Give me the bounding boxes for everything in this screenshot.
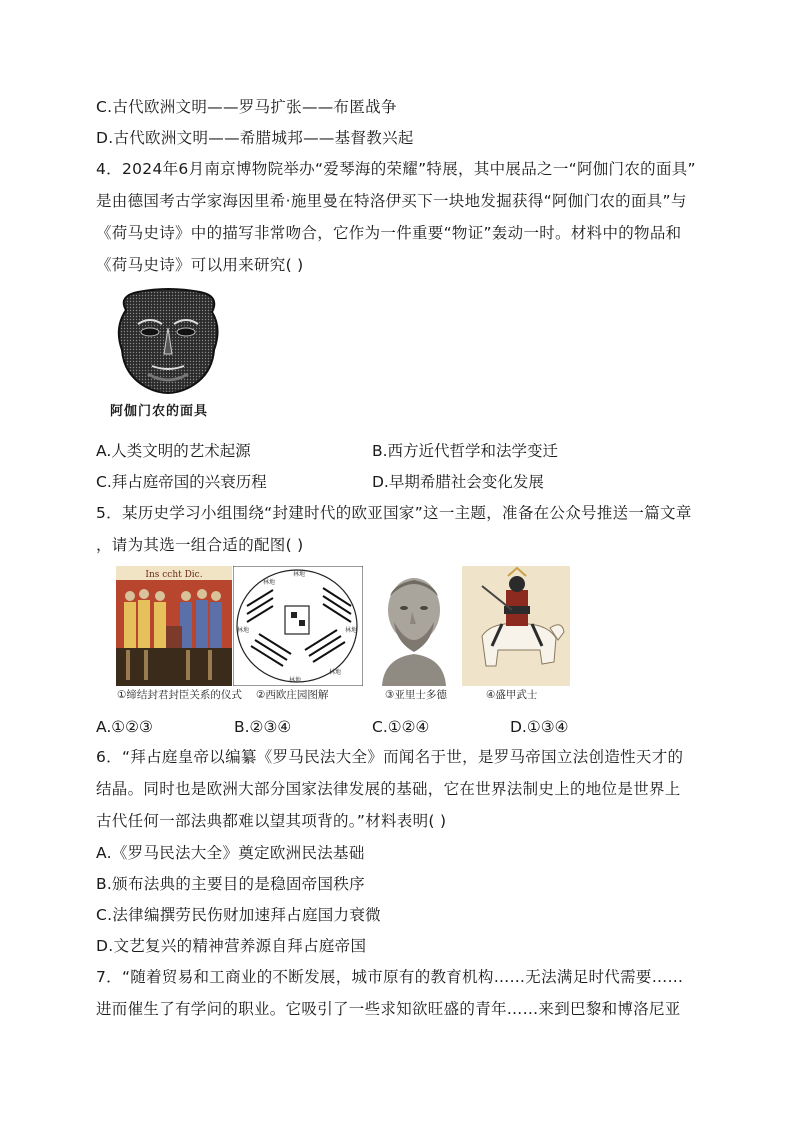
- q4-stem-line-1: 4．2024年6月南京博物院举办“爱琴海的荣耀”特展，其中展品之一“阿伽门农的面具”: [96, 160, 696, 178]
- plan-label: 林地: [293, 571, 306, 578]
- q5-option-d: D.①③④: [510, 718, 569, 736]
- manor-plan-image: [233, 566, 363, 686]
- q5-option-b: B.②③④: [234, 718, 292, 736]
- q7-stem-line-2: 进而催生了有学问的职业。它吸引了一些求知欲旺盛的青年……来到巴黎和博洛尼亚: [96, 1000, 681, 1018]
- q5-option-c: C.①②④: [372, 718, 430, 736]
- q3-option-c: C.古代欧洲文明——罗马扩张——布匿战争: [96, 98, 397, 116]
- q4-stem-line-2: 是由德国考古学家海因里希·施里曼在特洛伊买下一块地发掘获得“阿伽门农的面具”与: [96, 192, 687, 210]
- q6-option-d: D.文艺复兴的精神营养源自拜占庭帝国: [96, 937, 367, 955]
- q6-option-a: A.《罗马民法大全》奠定欧洲民法基础: [96, 844, 365, 862]
- plan-label: 林地: [237, 627, 250, 634]
- samurai-image: [462, 566, 570, 686]
- plan-label: 林地: [289, 677, 302, 684]
- q6-option-b: B.颁布法典的主要目的是稳固帝国秩序: [96, 875, 365, 893]
- plan-label: 林地: [263, 579, 276, 586]
- q4-stem-line-3: 《荷马史诗》中的描写非常吻合，它作为一件重要“物证”轰动一时。材料中的物品和: [96, 224, 682, 242]
- q4-option-c: C.拜占庭帝国的兴衰历程: [96, 473, 267, 491]
- q4-stem-line-4: 《荷马史诗》可以用来研究( ): [96, 256, 304, 274]
- aristotle-bust-image: [368, 566, 460, 686]
- q3-option-d: D.古代欧洲文明——希腊城邦——基督教兴起: [96, 129, 414, 147]
- mask-caption: 阿伽门农的面具: [110, 404, 209, 419]
- q6-option-c: C.法律编撰劳民伤财加速拜占庭国力衰微: [96, 906, 381, 924]
- plan-label: 林地: [329, 669, 342, 676]
- q5-option-a: A.①②③: [96, 718, 153, 736]
- plan-label: 林地: [345, 627, 358, 634]
- q4-option-d: D.早期希腊社会变化发展: [372, 473, 544, 491]
- pic3-caption: ③亚里士多德: [385, 689, 447, 701]
- pic1-caption: ①缔结封君封臣关系的仪式: [117, 689, 242, 701]
- q4-option-a: A.人类文明的艺术起源: [96, 442, 251, 460]
- q5-stem-line-1: 5．某历史学习小组围绕“封建时代的欧亚国家”这一主题，准备在公众号推送一篇文章: [96, 504, 692, 522]
- feudal-ceremony-image: [116, 566, 232, 686]
- q4-option-b: B.西方近代哲学和法学变迁: [372, 442, 559, 460]
- q5-stem-line-2: ，请为其选一组合适的配图( ): [96, 536, 304, 554]
- q6-stem-line-3: 古代任何一部法典都难以望其项背的。”材料表明( ): [96, 812, 447, 830]
- pic2-caption: ②西欧庄园图解: [256, 689, 329, 701]
- q6-stem-line-1: 6．“拜占庭皇帝以编纂《罗马民法大全》而闻名于世，是罗马帝国立法创造性天才的: [96, 748, 684, 766]
- q6-stem-line-2: 结晶。同时也是欧洲大部分国家法律发展的基础，它在世界法制史上的地位是世界上: [96, 780, 681, 798]
- pic1-header-text: Ins ccht Dic.: [145, 570, 203, 580]
- q7-stem-line-1: 7．“随着贸易和工商业的不断发展，城市原有的教育机构……无法满足时代需要……: [96, 968, 684, 986]
- pic4-caption: ④盛甲武士: [486, 689, 538, 701]
